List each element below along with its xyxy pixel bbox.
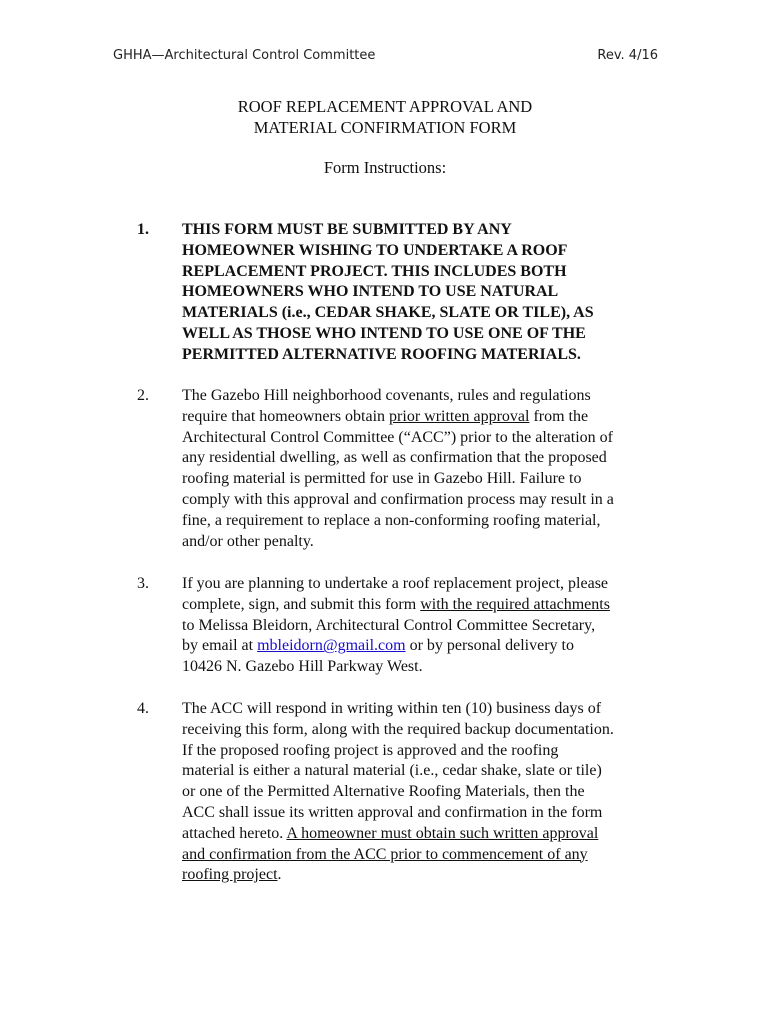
form-title-line-1: ROOF REPLACEMENT APPROVAL AND — [237, 97, 533, 116]
item-line: Architectural Control Committee (“ACC”) prior to the alteration of — [182, 428, 613, 446]
item-line: fine, a requirement to replace a non-conforming roofing material, — [182, 511, 601, 529]
item-number: 4. — [137, 700, 149, 717]
item-line: any residential dwelling, as well as confirmation that the proposed — [182, 449, 607, 467]
item-line: If you are planning to undertake a roof replacement project, please — [182, 575, 609, 592]
item-line: or one of the Permitted Alternative Roofing Materials, then the — [182, 783, 585, 801]
approval-requirement-emphasis: roofing project — [182, 866, 278, 884]
item-body — [182, 699, 672, 886]
item-line — [182, 407, 672, 428]
header-revision: Rev. 4/16 — [597, 48, 658, 63]
text-run: complete, sign, and submit this form — [182, 595, 421, 613]
item-line: HOMEOWNER WISHING TO UNDERTAKE A ROOF — [182, 241, 568, 259]
item-body — [182, 220, 672, 366]
item-number: 2. — [137, 387, 149, 404]
required-attachments-emphasis: with the required attachments — [420, 595, 610, 613]
item-body — [182, 386, 672, 552]
item-line: REPLACEMENT PROJECT. THIS INCLUDES BOTH — [182, 262, 567, 280]
approval-requirement-emphasis: A homeowner must obtain such written approval — [286, 824, 599, 842]
item-line: ACC shall issue its written approval and confirmation in the form — [182, 803, 603, 821]
item-line: The Gazebo Hill neighborhood covenants, rules and regulations — [182, 387, 591, 404]
item-line: to Melissa Bleidorn, Architectural Control Committee Secretary, — [182, 616, 596, 634]
item-line — [182, 636, 672, 657]
text-run: . — [277, 866, 282, 884]
item-line — [182, 824, 672, 845]
item-line: HOMEOWNERS WHO INTEND TO USE NATURAL — [182, 283, 559, 301]
item-line: receiving this form, along with the required backup documentation. — [182, 720, 614, 738]
item-line: and/or other penalty. — [182, 532, 314, 550]
item-line: The ACC will respond in writing within ten (10) business days of — [182, 700, 602, 717]
item-body — [182, 574, 672, 678]
item-line — [182, 595, 672, 616]
text-run: or by personal delivery to — [405, 637, 574, 655]
item-number: 1. — [137, 221, 149, 238]
item-line — [182, 865, 672, 886]
item-line: 10426 N. Gazebo Hill Parkway West. — [182, 658, 423, 676]
item-line — [182, 845, 672, 866]
instructions-heading: Form Instructions: — [323, 158, 447, 177]
form-title-line-2: MATERIAL CONFIRMATION FORM — [253, 118, 517, 137]
approval-requirement-emphasis: and confirmation from the ACC prior to commencement of any — [182, 845, 588, 863]
item-line: THIS FORM MUST BE SUBMITTED BY ANY — [182, 221, 512, 238]
form-title — [0, 96, 770, 138]
item-number: 3. — [137, 575, 149, 592]
item-line: comply with this approval and confirmation process may result in a — [182, 490, 614, 508]
text-run: attached hereto. — [182, 824, 287, 842]
item-line: material is either a natural material (i.e., cedar shake, slate or tile) — [182, 762, 602, 780]
text-run: require that homeowners obtain — [182, 407, 390, 425]
text-run: by email at — [182, 637, 258, 655]
header-committee-name: GHHA—Architectural Control Committee — [113, 48, 376, 63]
item-line: WELL AS THOSE WHO INTEND TO USE ONE OF THE — [182, 324, 586, 342]
text-run: from the — [529, 407, 589, 425]
item-line: roofing material is permitted for use in Gazebo Hill. Failure to — [182, 470, 582, 488]
email-link[interactable]: mbleidorn@gmail.com — [257, 637, 406, 655]
prior-written-approval-emphasis: prior written approval — [389, 407, 530, 425]
item-line: PERMITTED ALTERNATIVE ROOFING MATERIALS. — [182, 345, 581, 363]
item-line: If the proposed roofing project is approved and the roofing — [182, 741, 559, 759]
item-line: MATERIALS (i.e., CEDAR SHAKE, SLATE OR TILE), AS — [182, 304, 594, 322]
